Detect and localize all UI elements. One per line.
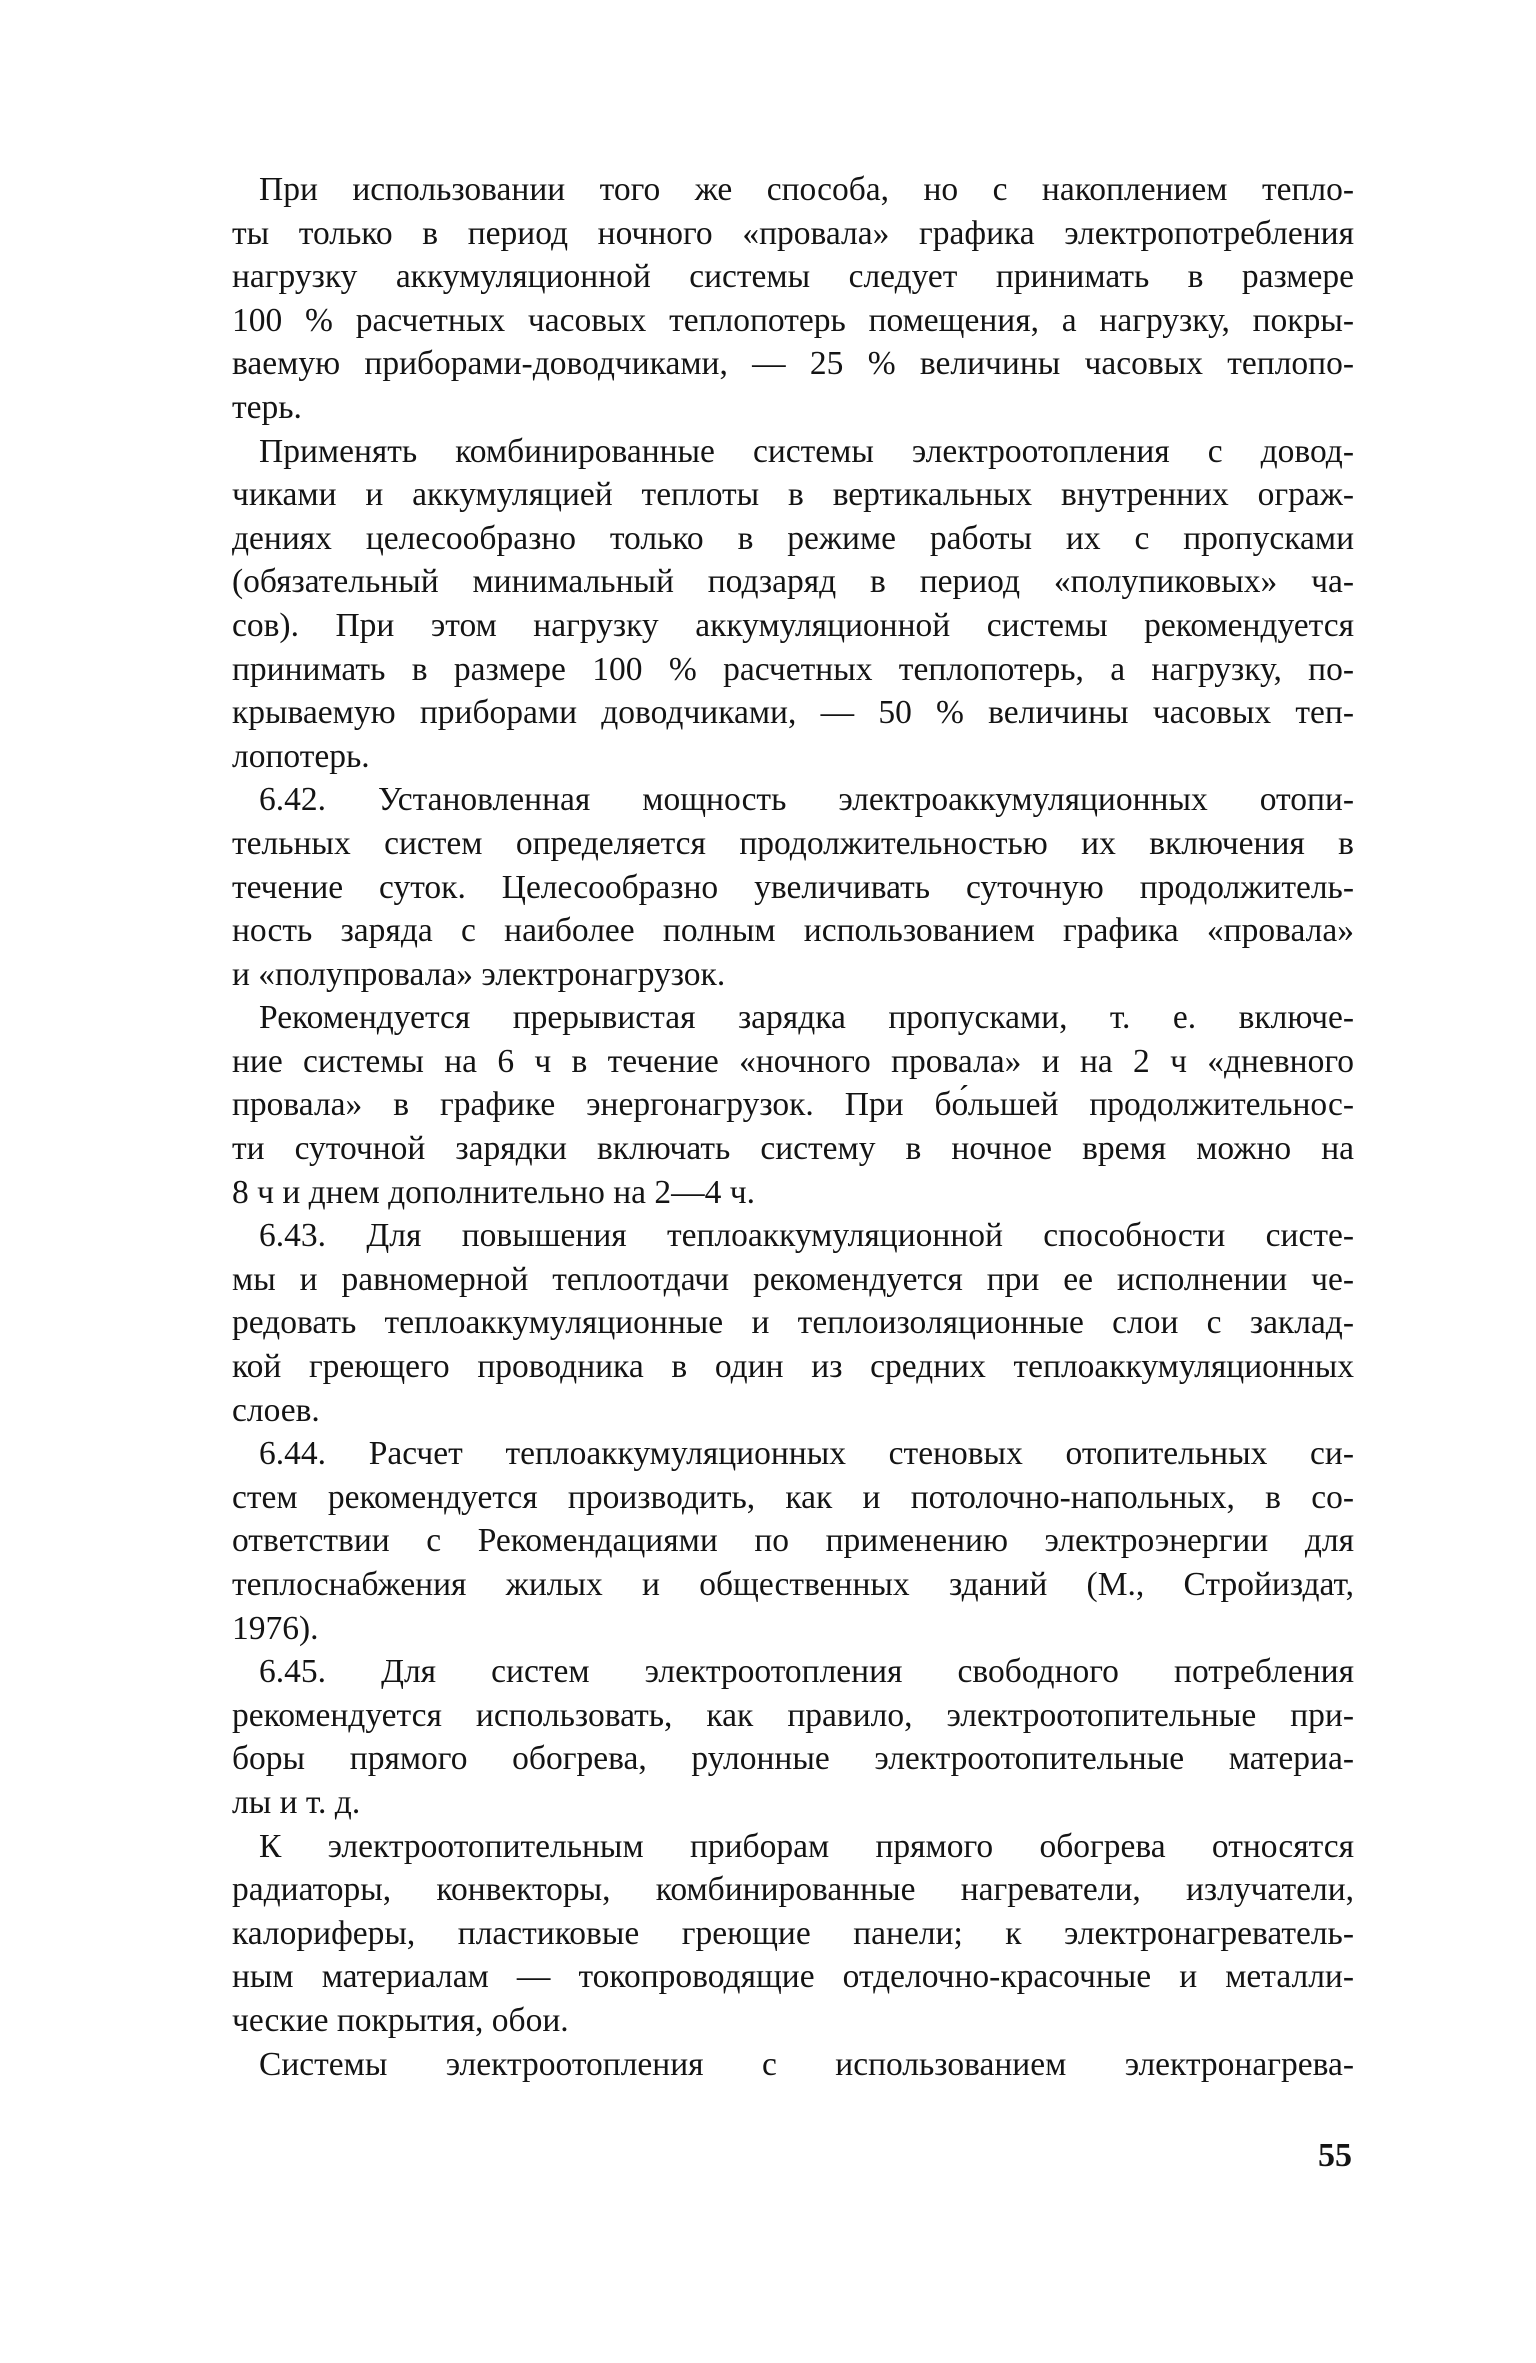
text-line: К электроотопительным приборам прямого обогрева относятся — [259, 1827, 1354, 1865]
text-line: течение суток. Целесообразно увеличивать суточную продолжитель- — [232, 868, 1354, 906]
text-line: мы и равномерной теплоотдачи рекомендуется при ее исполнении че- — [232, 1260, 1354, 1298]
paragraph — [232, 430, 1354, 779]
text-line: ответствии с Рекомендациями по применению электроэнергии для — [232, 1522, 1354, 1560]
text-line: калориферы, пластиковые греющие панели; к электронагреватель- — [232, 1914, 1354, 1952]
text-line: ти суточной зарядки включать систему в ночное время можно на — [232, 1130, 1354, 1168]
section-6-43 — [232, 1214, 1354, 1432]
text-line: 6.44. Расчет теплоаккумуляционных стеновых отопительных си- — [259, 1435, 1354, 1473]
text-line: терь. — [232, 388, 302, 426]
text-line: чиками и аккумуляцией теплоты в вертикальных внутренних ограж- — [232, 476, 1354, 514]
text-line: ты только в период ночного «провала» графика электропотребления — [232, 214, 1354, 252]
text-line: При использовании того же способа, но с накоплением тепло- — [259, 171, 1354, 208]
text-line: слоев. — [232, 1391, 320, 1429]
paragraph — [232, 996, 1354, 1214]
text-line: лопотерь. — [232, 737, 370, 775]
text-line: ваемую приборами-доводчиками, — 25 % величины часовых теплопо- — [232, 345, 1354, 383]
paragraph — [232, 2043, 1354, 2087]
text-line: Применять комбинированные системы электроотопления с довод- — [259, 432, 1354, 470]
text-line: крываемую приборами доводчиками, — 50 % величины часовых теп- — [232, 694, 1354, 732]
text-line: нагрузку аккумуляционной системы следует принимать в размере — [232, 258, 1354, 296]
text-line: теплоснабжения жилых и общественных зданий (М., Стройиздат, — [232, 1566, 1354, 1603]
section-6-44 — [232, 1432, 1354, 1650]
text-line: сов). При этом нагрузку аккумуляционной системы рекомендуется — [232, 606, 1354, 644]
text-line: принимать в размере 100 % расчетных теплопотерь, а нагрузку, по- — [232, 650, 1354, 688]
section-6-45 — [232, 1650, 1354, 1824]
text-line: ческие покрытия, обои. — [232, 2001, 569, 2039]
text-line: провала» в графике энергонагрузок. При бо́льшей продолжительнос- — [232, 1086, 1354, 1124]
section-6-42 — [232, 778, 1354, 996]
text-line: рекомендуется использовать, как правило, электроотопительные при- — [232, 1696, 1354, 1734]
text-line: 6.45. Для систем электроотопления свободного потребления — [259, 1653, 1354, 1691]
text-line: 1976). — [232, 1609, 319, 1647]
text-line: ность заряда с наиболее полным использованием графика «провала» — [232, 912, 1354, 950]
text-line: ным материалам — токопроводящие отделочно-красочные и металли- — [232, 1958, 1354, 1996]
text-line: 6.42. Установленная мощность электроаккумуляционных отопи- — [259, 781, 1354, 819]
text-line: (обязательный минимальный подзаряд в период «полупиковых» ча- — [232, 563, 1354, 601]
text-line: дениях целесообразно только в режиме работы их с пропусками — [232, 519, 1354, 557]
paragraph — [232, 168, 1354, 430]
text-line: тельных систем определяется продолжительностью их включения в — [232, 824, 1354, 862]
page-number: 55 — [1318, 2137, 1352, 2174]
paragraph — [232, 1825, 1354, 2043]
text-line: редовать теплоаккумуляционные и теплоизоляционные слои с заклад- — [232, 1304, 1354, 1342]
text-line: боры прямого обогрева, рулонные электроотопительные материа- — [232, 1740, 1354, 1778]
page-body — [232, 168, 1354, 2086]
text-line: 6.43. Для повышения теплоаккумуляционной способности систе- — [259, 1217, 1354, 1255]
text-line: лы и т. д. — [232, 1783, 361, 1821]
text-line: кой греющего проводника в один из средних теплоаккумуляционных — [232, 1348, 1354, 1386]
text-line: стем рекомендуется производить, как и потолочно-напольных, в со- — [232, 1478, 1354, 1516]
text-line: Рекомендуется прерывистая зарядка пропусками, т. е. включе- — [259, 999, 1354, 1037]
text-line: и «полупровала» электронагрузок. — [232, 955, 726, 993]
text-line: Системы электроотопления с использованием электронагрева- — [259, 2045, 1354, 2083]
text-line: 8 ч и днем дополнительно на 2—4 ч. — [232, 1173, 755, 1211]
text-line: 100 % расчетных часовых теплопотерь помещения, а нагрузку, покры- — [232, 301, 1354, 339]
text-line: ние системы на 6 ч в течение «ночного провала» и на 2 ч «дневного — [232, 1042, 1354, 1080]
text-line: радиаторы, конвекторы, комбинированные нагреватели, излучатели, — [232, 1871, 1354, 1909]
